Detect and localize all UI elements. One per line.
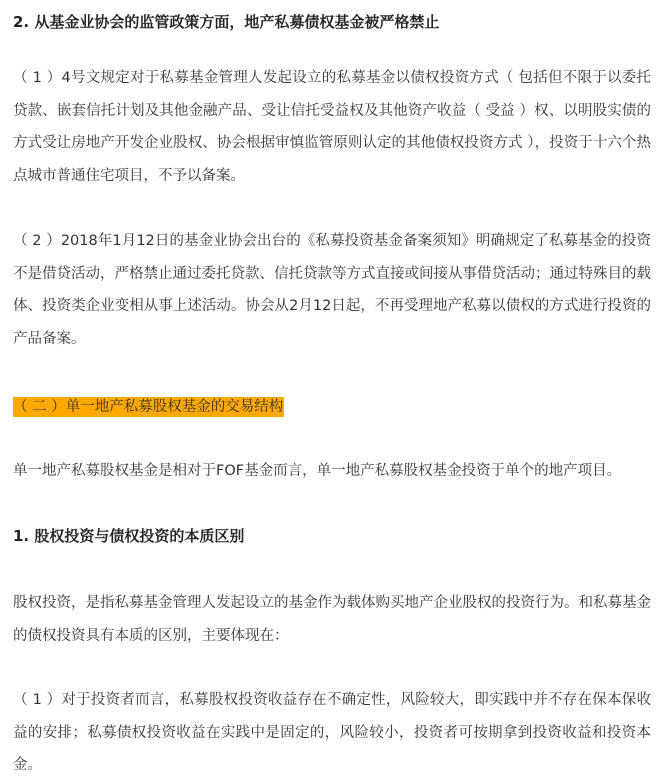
section-title-highlight-text: （ 二 ）单一地产私募股权基金的交易结构: [13, 399, 284, 415]
section-title-highlight: [13, 396, 284, 418]
heading-essential-difference: 1. 股权投资与债权投资的本质区别: [13, 527, 245, 545]
heading-regulatory-policy: 2. 从基金业协会的监管政策方面，地产私募债权基金被严格禁止: [13, 13, 440, 31]
paragraph-single-fund: 单一地产私募股权基金是相对于FOF基金而言，单一地产私募股权基金投资于单个的地产项目。: [13, 463, 622, 479]
paragraph-investor-perspective: （ 1 ）对于投资者而言，私募股权投资收益存在不确定性，风险较大，即实践中并不存在保本保收益的安排；私募债权投资收益在实践中是固定的，风险较小，投资者可按期拿到投资收益和投资本金。: [13, 692, 651, 774]
paragraph-equity-definition: 股权投资，是指私募基金管理人发起设立的基金作为载体购买地产企业股权的投资行为。和私募基金的债权投资具有本质的区别，主要体现在：: [13, 595, 651, 644]
paragraph-rule-4: （ 1 ）4号文规定对于私募基金管理人发起设立的私募基金以债权投资方式（ 包括但不限于以委托贷款、嵌套信托计划及其他金融产品、受让信托受益权及其他资产收益（ 受益 ）权、以明股实债的方式受让房地产开发企业股权、协会根据审慎监管原则认定的其他债权投资方式 ），投资于十六个热点城市普通住宅项目，不予以备案。: [13, 70, 651, 185]
paragraph-filing-notice: （ 2 ）2018年1月12日的基金业协会出台的《私募投资基金备案须知》明确规定了私募基金的投资不是借贷活动，严格禁止通过委托贷款、信托贷款等方式直接或间接从事借贷活动；通过特殊目的载体、投资类企业变相从事上述活动。协会从2月12日起，不再受理地产私募以债权的方式进行投资的产品备案。: [13, 233, 651, 348]
